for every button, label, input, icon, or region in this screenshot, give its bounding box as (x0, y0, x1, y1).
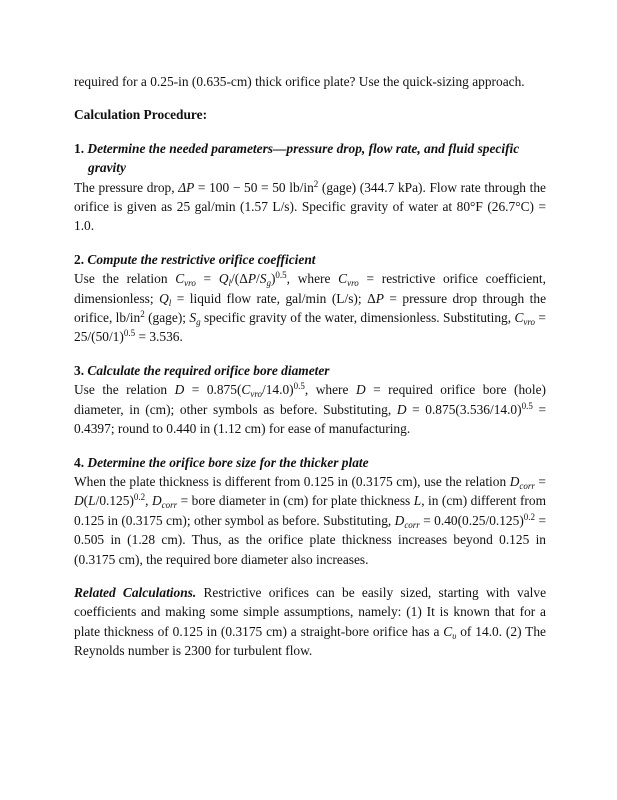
procedure-heading: Calculation Procedure: (74, 107, 208, 123)
step-2-number: 2. (74, 251, 85, 267)
step-2-title-text: Compute the restrictive orifice coefficient (87, 251, 316, 267)
intro-text: required for a 0.25-in (0.635-cm) thick orifice plate? Use the quick-sizing approach. (74, 74, 525, 89)
step-2-body: Use the relation $C_{vro} = Q_l/(\Delta P/S_g)^{0.5}$, where $C_{vro}$ = restrictive orifice coefficient, dimensionless; $Q_l$ = liquid flow rate, gal/min (L/s); ΔP = pressure drop through the orifice, $lb/in^2$ (gage); $S_g$ specific gravity of the water, dimensionless. Substituting, $C_{vro} = 25/(50/1)^{0.5} = 3.536$. (74, 270, 547, 345)
step-1-number: 1. (74, 140, 85, 156)
step-1-title (74, 139, 546, 178)
step-1-title-text: Determine the needed parameters—pressure drop, flow rate, and fluid specific gravity (87, 140, 520, 176)
intro-paragraph (74, 72, 546, 91)
step-2-title (74, 250, 546, 269)
step-3-body: Use the relation $D = 0.875(C_{vro}/14.0)^{0.5}$, where D = required orifice bore (hole) diameter, in (cm); other symbols as before. Substituting, $D = 0.875(3.536/14.0)^{0.5} = 0.4397$; round to 0.440 in (1.12 cm) for ease of manufacturing. (74, 381, 546, 437)
step-3-number: 3. (74, 362, 85, 378)
document-page (74, 72, 546, 661)
related-calculations-label: Related Calculations. (74, 584, 197, 600)
step-3-title (74, 361, 546, 380)
step-4-title (74, 453, 546, 472)
step-1-body: The pressure drop, ΔP = 100 − 50 = 50 $lb/in^2$ (gage) (344.7 kPa). Flow rate through the orifice is given as 25 gal/min (1.57 L/s). Specific gravity of water at 80°F (26.7°C) = 1.0. (74, 178, 546, 234)
step-3-title-text: Calculate the required orifice bore diameter (87, 362, 330, 378)
step-4-number: 4. (74, 454, 85, 470)
related-calculations-paragraph: Related Calculations. Restrictive orifices can be easily sized, starting with valve coefficients and making some simple assumptions, namely: (1) It is known that for a plate thickness of 0.125 in (0.3175 cm) a straight-bore orifice has a $C_\upsilon$ of 14.0. (2) The Reynolds number is 2300 for turbulent flow. (74, 584, 547, 659)
step-4-body: When the plate thickness is different from 0.125 in (0.3175 cm), use the relation $D_{corr} = D(L/0.125)^{0.2}$, $D_{corr}$ = bore diameter in (cm) for plate thickness L, in (cm) different from 0.125 in (0.3175 cm); other symbol as before. Substituting, $D_{corr} = 0.40(0.25/0.125)^{0.2} = 0.505$ in (1.28 cm). Thus, as the orifice plate thickness increases beyond 0.125 in (0.3175 cm), the required bore diameter also increases. (74, 473, 546, 567)
step-4-title-text: Determine the orifice bore size for the thicker plate (87, 454, 369, 470)
